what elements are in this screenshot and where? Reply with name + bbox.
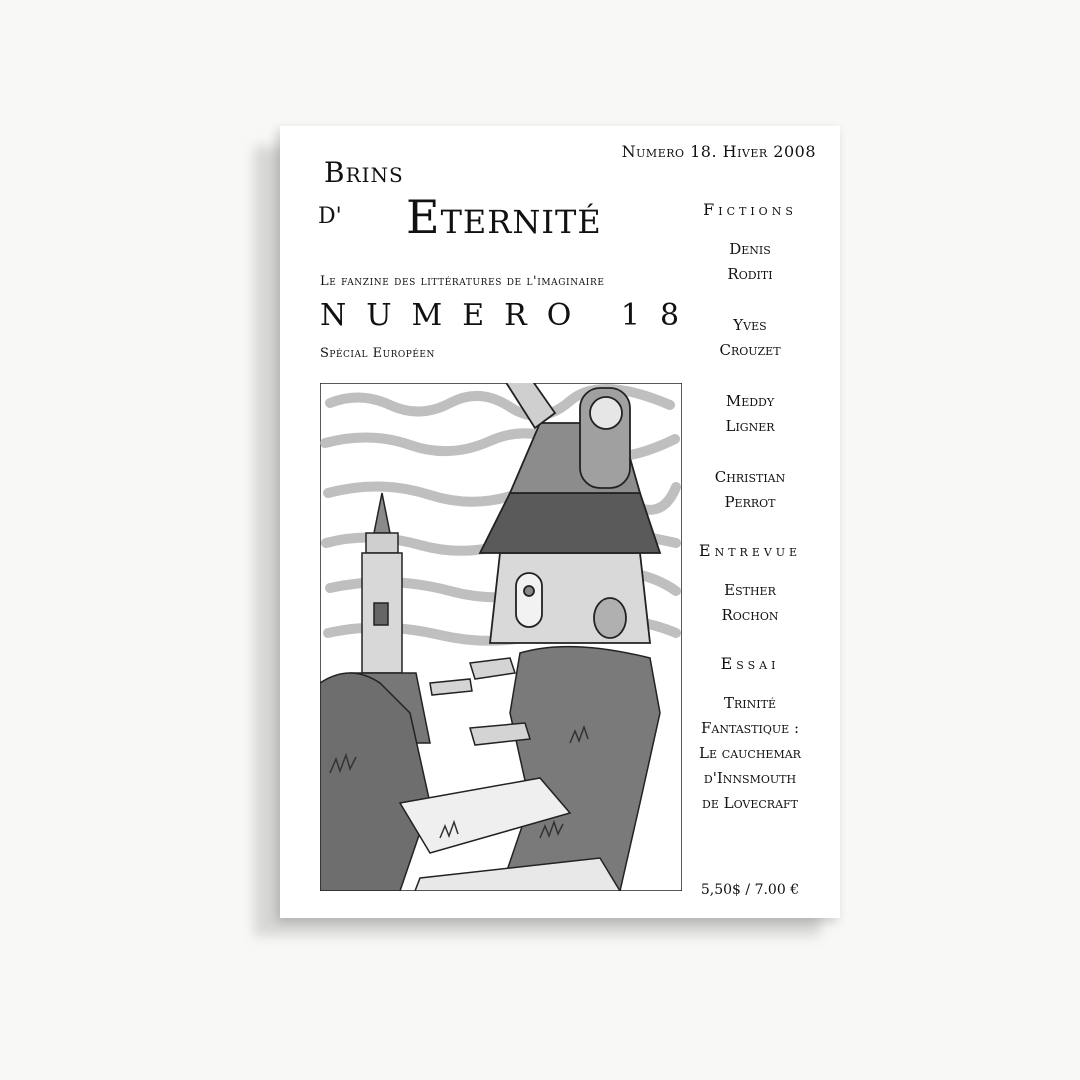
tagline: Le fanzine des littératures de l'imaginaire [320,274,605,289]
magazine-logo [318,146,678,256]
author-first-name: Meddy [725,392,775,410]
essay-title-line: de Lovecraft [702,794,798,812]
logo-word-brins: Brins [324,156,404,189]
essay-title-line: d'Innsmouth [703,769,797,787]
author-first-name: Yves [733,316,767,334]
author-entry [684,465,816,515]
author-entry [684,313,816,363]
author-last-name: Ligner [725,417,775,435]
magazine-cover [280,126,840,918]
issue-line: Numero 18. Hiver 2008 [621,142,816,161]
author-last-name: Roditi [727,265,773,283]
essay-title-line: Le cauchemar [699,744,801,762]
logo-word-eternite: Eternité [406,190,602,244]
cover-illustration [320,383,682,891]
author-first-name: Esther [724,581,776,599]
author-last-name: Perrot [724,493,776,511]
section-heading-essai: Essai [720,654,780,673]
contents-column [684,200,816,842]
author-first-name: Denis [729,240,771,258]
special-edition-label: Spécial Européen [320,346,435,361]
essay-title-line: Trinité [724,694,776,712]
price-label: 5,50$ / 7.00 € [700,882,800,898]
essay-title-line: Fantastique : [700,719,799,737]
issue-number: NUMERO 18 [320,298,700,333]
author-entry [684,389,816,439]
author-entry [684,237,816,287]
essay-title [684,691,816,816]
author-last-name: Rochon [721,606,779,624]
section-heading-fictions: Fictions [703,200,797,219]
author-first-name: Christian [714,468,786,486]
author-last-name: Crouzet [719,341,781,359]
section-heading-entrevue: Entrevue [698,541,802,560]
author-entry [684,578,816,628]
logo-word-d: D' [318,204,342,229]
